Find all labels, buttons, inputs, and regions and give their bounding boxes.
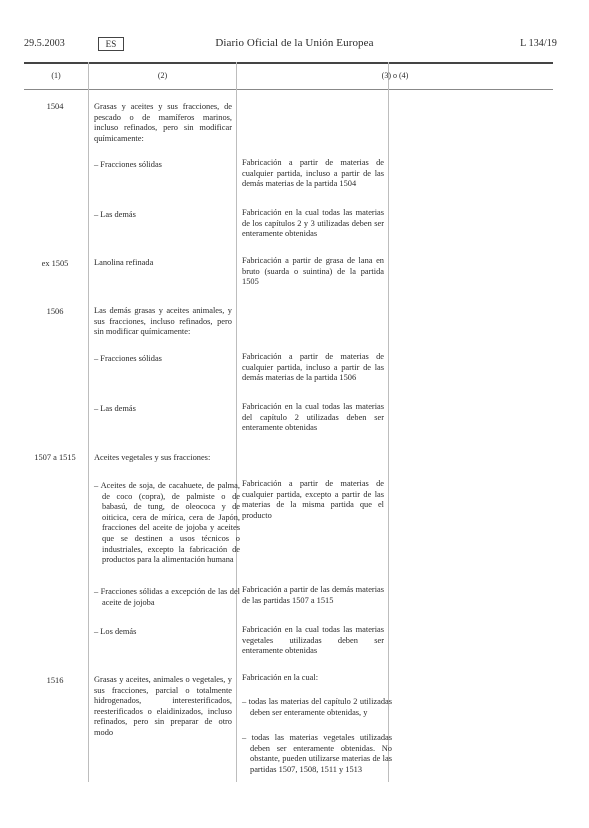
page-number: L 134/19: [520, 38, 557, 49]
working-condition: Fabricación en la cual todas las materias del capítulo 2 utilizadas deben ser enteramente obtenidas: [242, 402, 384, 433]
product-description: Lanolina refinada: [94, 258, 154, 267]
heading-code: 1507 a 1515: [34, 453, 76, 462]
product-description: – Las demás: [94, 404, 136, 413]
header-date: 29.5.2003: [24, 38, 65, 49]
product-description: – Aceites de soja, de cacahuete, de palma, de coco (copra), de palmiste o de babasú, de tung, de oleococa y de oiticica, cera de mírica, cera de Japón, fracciones del aceite de jojoba y aceites que se destinen a usos técnicos o industriales, excepto la fabricación de productos para la alimentación humana: [94, 481, 240, 565]
product-description: Las demás grasas y aceites animales, y sus fracciones, incluso refinados, pero sin modificar químicamente:: [94, 306, 232, 337]
column-divider: [88, 62, 89, 782]
working-condition: Fabricación en la cual:: [242, 673, 319, 682]
product-description: Grasas y aceites, animales o vegetales, y sus fracciones, parcial o totalmente hidrogenados, interesterificados, reesterificados o elaidinizados, incluso refinados, pero sin preparar de otro modo: [94, 675, 232, 737]
working-condition-item: – todas las materias del capítulo 2 utilizadas deben ser enteramente obtenidas, y: [242, 697, 392, 717]
working-condition: Fabricación en la cual todas las materias de los capítulos 2 y 3 utilizadas deben ser enteramente obtenidas: [242, 208, 384, 239]
journal-title: Diario Oficial de la Unión Europea: [215, 37, 374, 49]
product-description: – Fracciones sólidas a excepción de las del aceite de jojoba: [94, 587, 240, 607]
product-description: Grasas y aceites y sus fracciones, de pescado o de mamíferos marinos, incluso refinados, pero sin modificar químicamente:: [94, 102, 232, 143]
top-rule: [24, 62, 553, 64]
working-condition: Fabricación a partir de grasa de lana en bruto (suarda o suintina) de la partida 1505: [242, 256, 384, 287]
column-header-3: (3) o (4): [381, 71, 409, 80]
working-condition: Fabricación a partir de materias de cualquier partida, incluso a partir de las demás materias de la partida 1504: [242, 158, 384, 189]
heading-code: ex 1505: [41, 259, 69, 268]
product-description: Aceites vegetales y sus fracciones:: [94, 453, 211, 462]
heading-code: 1504: [46, 102, 64, 111]
product-description: – Las demás: [94, 210, 136, 219]
column-header-rule: [24, 89, 553, 90]
heading-code: 1516: [46, 676, 64, 685]
working-condition-item: – todas las materias vegetales utilizadas deben ser enteramente obtenidas. No obstante, pueden utilizarse materias de las partidas 1507, 1508, 1511 y 1513: [242, 733, 392, 774]
column-header-1: (1): [51, 71, 61, 80]
heading-code: 1506: [46, 307, 64, 316]
column-header-2: (2): [157, 71, 168, 80]
working-condition: Fabricación a partir de materias de cualquier partida, incluso a partir de las demás materias de la partida 1506: [242, 352, 384, 383]
column-divider: [388, 62, 389, 782]
working-condition: Fabricación en la cual todas las materias vegetales utilizadas deben ser enteramente obtenidas: [242, 625, 384, 656]
working-condition: Fabricación a partir de las demás materias de las partidas 1507 a 1515: [242, 585, 384, 605]
product-description: – Fracciones sólidas: [94, 160, 162, 169]
product-description: – Los demás: [94, 627, 137, 636]
product-description: – Fracciones sólidas: [94, 354, 162, 363]
working-condition: Fabricación a partir de materias de cualquier partida, excepto a partir de las materias de la misma partida que el producto: [242, 479, 384, 520]
language-badge: ES: [98, 37, 124, 51]
